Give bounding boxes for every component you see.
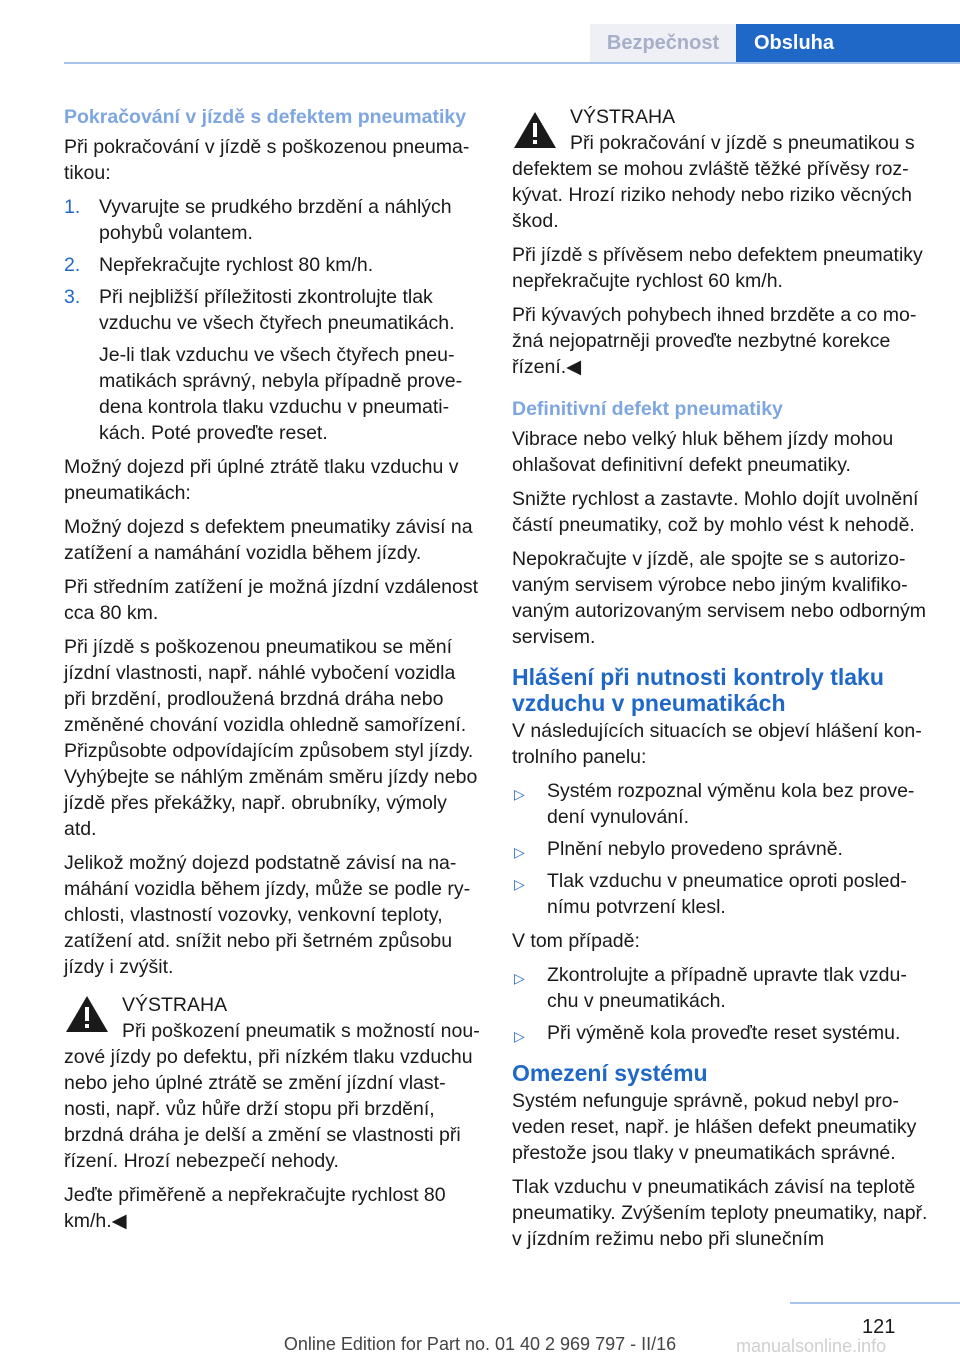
paragraph: V tom případě: — [512, 930, 640, 952]
intro-text: Při pokračování v jízdě s poškozenou pneumatikou: — [64, 136, 470, 184]
edition-footer: Online Edition for Part no. 01 40 2 969 797 - II/16 — [283, 1334, 677, 1354]
triangle-right-icon: ▷ — [514, 1028, 525, 1044]
list-item — [512, 962, 928, 1014]
heading-pressure-message: Hlášení při nutnosti kontroly tlaku vzduchu v pneumatikách — [512, 664, 884, 716]
paragraph: V následujících situacích se objeví hlášení kontrolního panelu: — [512, 720, 922, 768]
paragraph: Tlak vzduchu v pneumatikách závisí na teplotě pneumatiky. Zvýšením teploty pneumatiky, např. v jízdním režimu nebo při slunečním — [512, 1176, 928, 1250]
footer-rule — [790, 1302, 960, 1304]
warning-triangle-icon — [512, 110, 558, 150]
step-note: Je-li tlak vzduchu ve všech čtyřech pneumatikách správný, nebyla případně provedena kontrola tlaku vzduchu v pneumatikách. Poté proveďte reset. — [99, 344, 463, 444]
page-header — [0, 24, 960, 64]
warning-box — [64, 988, 480, 1234]
heading-continue-driving: Pokračování v jízdě s defektem pneumatiky — [64, 106, 467, 128]
list-item — [512, 868, 928, 920]
paragraph: Systém nefunguje správně, pokud nebyl proveden reset, např. je hlášen defekt pneumatiky přestože jsou tlaky v pneumatikách správné. — [512, 1090, 917, 1164]
warning-text: Při poškození pneumatik s možností nouzové jízdy po defektu, při nízkém tlaku vzduchu nebo jeho úplné ztrátě se změní jízdní vlastnosti, např. vůz hůře drží stopu při brzdění, brzdná dráha je delší a změní se vlastnosti při řízení. Hrozí nebezpečí nehody. — [64, 1020, 480, 1172]
triangle-right-icon: ▷ — [514, 970, 525, 986]
list-item — [64, 194, 480, 246]
list-text: Tlak vzduchu v pneumatice oproti poslednímu potvrzení klesl. — [547, 870, 907, 918]
step-text: Při nejbližší příležitosti zkontrolujte tlak vzduchu ve všech čtyřech pneumatikách. — [99, 286, 455, 334]
paragraph: Vibrace nebo velký hluk během jízdy mohou ohlašovat definitivní defekt pneumatiky. — [512, 428, 894, 476]
step-text: Vyvarujte se prudkého brzdění a náhlých pohybů volantem. — [99, 196, 452, 244]
list-text: Zkontrolujte a případně upravte tlak vzduchu v pneumatikách. — [547, 964, 907, 1012]
triangle-right-icon: ▷ — [514, 876, 525, 892]
step-text: Nepřekračujte rychlost 80 km/h. — [99, 254, 374, 276]
step-number: 2. — [64, 254, 81, 276]
warning-text: Při kývavých pohybech ihned brzděte a co možná nejopatrněji proveďte nezbytné korekce řízení.◀ — [512, 304, 917, 378]
list-item — [64, 284, 480, 446]
warning-title: VÝSTRAHA — [122, 994, 228, 1016]
warning-text: Při pokračování v jízdě s pneumatikou s defektem se mohou zvláště těžké přívěsy rozkývat. Hrozí riziko nehody nebo riziko věcných škod. — [512, 132, 915, 232]
triangle-right-icon: ▷ — [514, 786, 525, 802]
warning-title: VÝSTRAHA — [570, 106, 676, 128]
list-text: Při výměně kola proveďte reset systému. — [547, 1022, 901, 1044]
triangle-right-icon: ▷ — [514, 844, 525, 860]
warning-text: Při jízdě s přívěsem nebo defektem pneumatiky nepřekračujte rychlost 60 km/h. — [512, 244, 923, 292]
warning-triangle-icon — [64, 994, 110, 1034]
tab-operation[interactable]: Obsluha — [736, 24, 960, 62]
step-number: 3. — [64, 286, 81, 308]
paragraph: Možný dojezd s defektem pneumatiky závisí na zatížení a namáhání vozidla během jízdy. — [64, 516, 473, 564]
paragraph: Snižte rychlost a zastavte. Mohlo dojít uvolnění částí pneumatiky, což by mohlo vést k nehodě. — [512, 488, 919, 536]
list-item — [512, 778, 928, 830]
page-number: 121 — [862, 1316, 896, 1338]
paragraph: Při středním zatížení je možná jízdní vzdálenost cca 80 km. — [64, 576, 479, 624]
left-column — [64, 104, 480, 1242]
heading-system-limits: Omezení systému — [512, 1060, 708, 1086]
list-text: Systém rozpoznal výměnu kola bez provedení vynulování. — [547, 780, 915, 828]
steps-list — [64, 194, 480, 446]
heading-definitive-defect: Definitivní defekt pneumatiky — [512, 398, 783, 420]
list-item — [512, 836, 928, 862]
list-text: Plnění nebylo provedeno správně. — [547, 838, 843, 860]
case-list — [512, 962, 928, 1046]
watermark: manualsonline.info — [736, 1336, 887, 1356]
step-number: 1. — [64, 196, 81, 218]
header-rule — [64, 62, 960, 64]
right-column — [512, 104, 928, 1260]
paragraph: Možný dojezd při úplné ztrátě tlaku vzduchu v pneumatikách: — [64, 456, 459, 504]
message-list — [512, 778, 928, 920]
tab-safety[interactable]: Bezpečnost — [590, 24, 736, 62]
paragraph: Jelikož možný dojezd podstatně závisí na namáhání vozidla během jízdy, může se podle rychlosti, vlastností vozovky, venkovní teploty, zatížení atd. snížit nebo při šetrném způsobu jízdy i zvýšit. — [64, 852, 471, 978]
list-item — [512, 1020, 928, 1046]
paragraph: Při jízdě s poškozenou pneumatikou se mění jízdní vlastnosti, např. náhlé vybočení vozidla při brzdění, prodloužená brzdná dráha nebo změněné chování vozidla ohledně samořízení. Přizpůsobte odpovídajícím způsobem styl jízdy. Vyhýbejte se náhlým změnám směru jízdy nebo jízdě přes překážky, např. obrubníky, výmoly atd. — [64, 636, 478, 840]
list-item — [64, 252, 480, 278]
paragraph: Nepokračujte v jízdě, ale spojte se s autorizovaným servisem výrobce nebo jiným kvalifikovaným autorizovaným servisem nebo odborným servisem. — [512, 548, 927, 648]
warning-text: Jeďte přiměřeně a nepřekračujte rychlost 80 km/h.◀ — [64, 1184, 446, 1232]
warning-box — [512, 104, 928, 380]
